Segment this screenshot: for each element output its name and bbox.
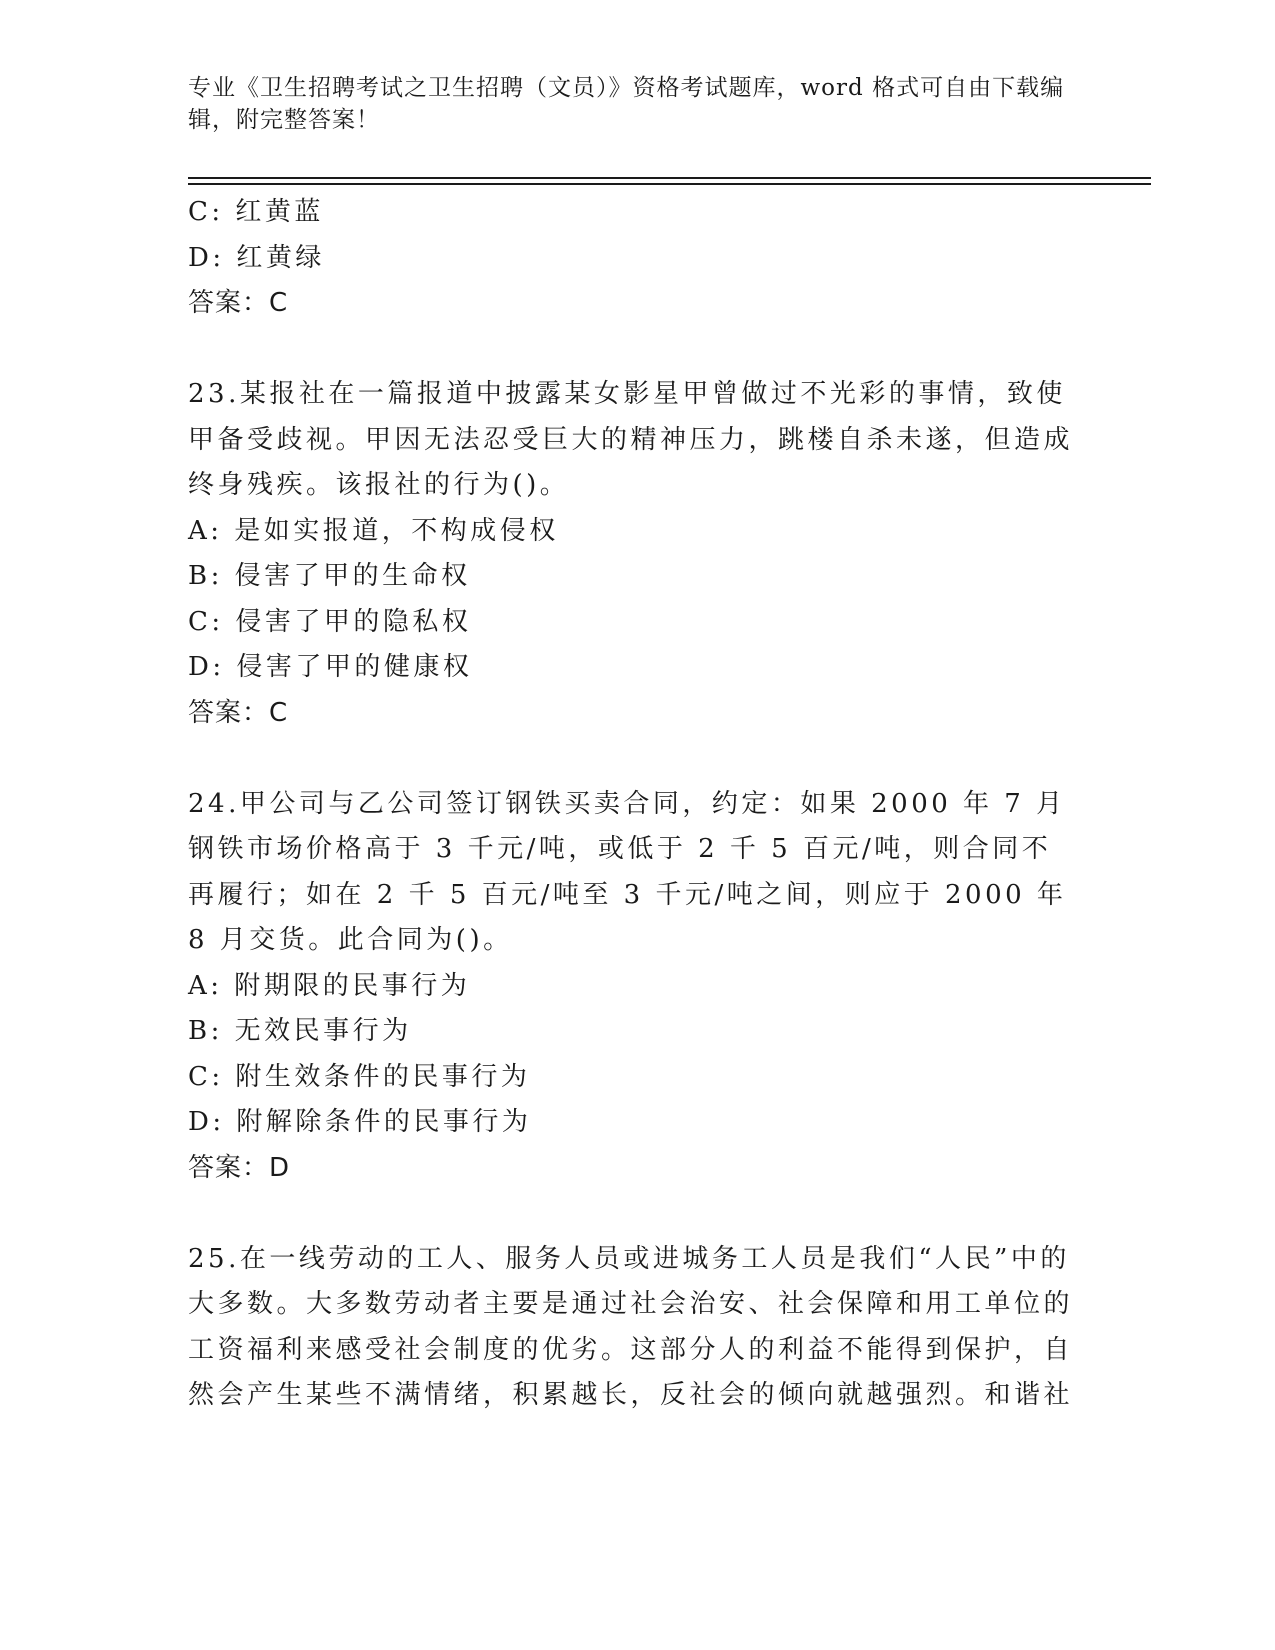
- question-22-tail: [188, 190, 1078, 327]
- question-25: [188, 1237, 1078, 1419]
- header-rule-bottom: [188, 183, 1151, 185]
- spacer: [188, 327, 1078, 373]
- option-c: C: 侵害了甲的隐私权: [188, 606, 472, 637]
- question-24: [188, 782, 1078, 1192]
- header-rule-top: [188, 177, 1151, 179]
- document-header: 专业《卫生招聘考试之卫生招聘（文员）》资格考试题库，word 格式可自由下载编辑，附完整答案！: [188, 75, 1065, 133]
- option-a: A: 附期限的民事行为: [188, 970, 471, 1001]
- option-d: D: 红黄绿: [188, 242, 325, 273]
- spacer: [188, 736, 1078, 782]
- question-stem: 25.在一线劳动的工人、服务人员或进城务工人员是我们“人民”中的大多数。大多数劳动者主要是通过社会治安、社会保障和用工单位的工资福利来感受社会制度的优劣。这部分人的利益不能得到保护，自然会产生某些不满情绪，积累越长，反社会的倾向就越强烈。和谐社: [188, 1243, 1074, 1410]
- option-d: D: 侵害了甲的健康权: [188, 652, 473, 682]
- question-stem: 23.某报社在一篇报道中披露某女影星甲曾做过不光彩的事情，致使甲备受歧视。甲因无法忍受巨大的精神压力，跳楼自杀未遂，但造成终身残疾。该报社的行为()。: [188, 379, 1074, 500]
- answer: 答案：D: [188, 1152, 291, 1183]
- option-d: D: 附解除条件的民事行为: [188, 1107, 532, 1137]
- spacer: [188, 1191, 1078, 1237]
- answer: 答案：C: [188, 288, 289, 318]
- document-body: [188, 190, 1078, 1419]
- option-b: B: 无效民事行为: [188, 1016, 412, 1046]
- option-c: C: 红黄蓝: [188, 197, 324, 227]
- option-c: C: 附生效条件的民事行为: [188, 1061, 531, 1092]
- answer: 答案：C: [188, 697, 289, 728]
- question-23: [188, 372, 1078, 736]
- option-a: A: 是如实报道，不构成侵权: [188, 515, 559, 546]
- option-b: B: 侵害了甲的生命权: [188, 561, 471, 591]
- question-stem: 24.甲公司与乙公司签订钢铁买卖合同，约定：如果 2000 年 7 月钢铁市场价格高于 3 千元/吨，或低于 2 千 5 百元/吨，则合同不再履行；如在 2 千 5 百元/吨至 3 千元/吨之间，则应于 2000 年 8 月交货。此合同为()。: [188, 788, 1067, 955]
